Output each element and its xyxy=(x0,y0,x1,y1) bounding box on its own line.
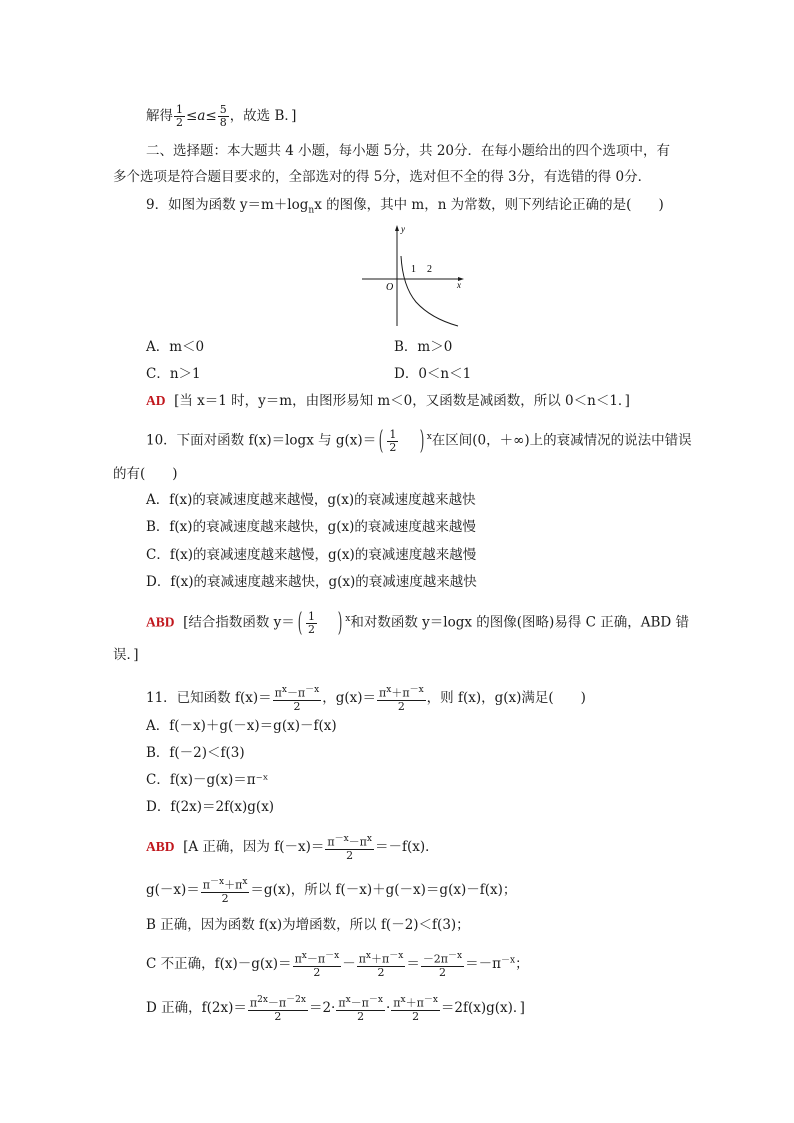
q9-stem-text-2: x 的图像，其中 m，n 为常数，则下列结论正确的是( ) xyxy=(314,197,664,213)
fraction-numerator: 1 xyxy=(307,609,315,623)
right-paren: ) xyxy=(419,426,424,456)
plus-pi: ＋π xyxy=(391,686,410,700)
fraction-half xyxy=(306,611,317,636)
fraction-numerator: $\pi^x+\pi^{-x}$ xyxy=(393,995,438,1010)
ans-fraction xyxy=(293,950,342,979)
origin-label: O xyxy=(386,282,394,293)
q10-stem-line2: 的有( ) xyxy=(113,466,178,482)
q9-answer xyxy=(146,392,630,410)
right-paren: ) xyxy=(337,608,343,638)
q9-answer-text: [当 x＝1 时，y＝m，由图形易知 m＜0，又函数是减函数，所以 0＜n＜1．] xyxy=(174,393,630,409)
ans-fraction xyxy=(325,833,374,862)
q10-option-d: D．f(x)的衰减速度越来越快，g(x)的衰减速度越来越快 xyxy=(146,574,477,590)
fraction-denominator: 2 xyxy=(377,965,385,979)
le-sign: ≤ xyxy=(205,108,217,124)
q9-option-c: C．n＞1 xyxy=(146,366,201,382)
q11-ans2-b: ＝g(x)，所以 f(－x)＋g(－x)＝g(x)－f(x)； xyxy=(250,881,517,898)
pi: π xyxy=(274,686,282,700)
q11-answer-line1 xyxy=(146,833,439,862)
fraction-numerator: $\pi^{-x}+\pi^x$ xyxy=(202,877,248,892)
q11-answer-line3: B 正确，因为函数 f(x)为增函数，所以 f(－2)＜f(3)； xyxy=(146,917,470,933)
fraction-numerator: 1 xyxy=(389,427,397,441)
q11-ans4-a: C 不正确，f(x)－g(x)＝ xyxy=(146,955,292,972)
x-axis-label: x xyxy=(457,280,461,290)
prev-prefix: 解得 xyxy=(146,108,173,124)
q10-stem-c: 在区间(0，＋∞)上的衰减情况的说法中错误 xyxy=(431,432,692,449)
le-sign: ≤ xyxy=(186,108,198,124)
f-definition-fraction xyxy=(273,684,322,713)
q11-ans5-end: ＝2f(x)g(x)．] xyxy=(440,999,525,1016)
tick-label-1: 1 xyxy=(411,264,416,275)
ans-fraction xyxy=(336,994,385,1023)
q10-answer-a: [结合指数函数 y＝ xyxy=(183,614,295,631)
prev-suffix: ，故选 B．] xyxy=(229,108,297,124)
exponent-x: x xyxy=(345,614,351,624)
fraction-denominator: 2 xyxy=(389,440,397,454)
q11-ans5-b: ＝2· xyxy=(308,999,336,1016)
q10-answer xyxy=(146,610,689,636)
q11-option-a: A．f(－x)＋g(－x)＝g(x)－f(x) xyxy=(146,718,337,734)
q11-ans4-b: ＝－π xyxy=(465,955,501,972)
prev-answer-line xyxy=(146,104,296,129)
q11-ans4-end: ； xyxy=(515,955,529,972)
fraction-denominator: 2 xyxy=(313,965,321,979)
fraction-numerator: $\pi^x-\pi^{-x}$ xyxy=(294,951,340,966)
section-instructions-1: 二、选择题：本大题共 4 小题，每小题 5分，共 20分．在每小题给出的四个选项中，有 xyxy=(146,143,671,159)
q10-stem-b: x 与 g(x)＝ xyxy=(306,432,377,449)
section-instructions-2: 多个选项是符合题目要求的，全部选对的得 5分，选对但不全的得 3分，有选错的得 0分． xyxy=(113,169,652,185)
q11-answer-line2 xyxy=(146,876,516,905)
fraction-numerator: $\pi^x-\pi^{-x}$ xyxy=(338,995,383,1010)
fraction-1-2 xyxy=(174,104,185,129)
fraction-half xyxy=(387,429,398,454)
left-paren: ( xyxy=(297,608,303,638)
fraction-numerator: $\pi^x+\pi^{-x}$ xyxy=(358,951,404,966)
exp: －x xyxy=(409,685,424,695)
log-base: n xyxy=(308,205,315,216)
q10-stem xyxy=(146,428,692,454)
var-a: a xyxy=(197,108,206,124)
q11-option-c: C．f(x)－g(x)＝π⁻ˣ xyxy=(146,772,269,788)
pi: π xyxy=(379,686,387,700)
fraction-denominator: 2 xyxy=(412,1009,420,1023)
fraction-denominator: 2 xyxy=(357,1009,365,1023)
fraction-5-8 xyxy=(218,104,229,129)
q11-answer-line4: C 不正确，f(x)－g(x)＝ $\frac{\pi^x-\pi^{-x}}{2}$ － $\frac{\pi^x+\pi^{-x}}{2}$ ＝ $\frac{-2\pi^{-x}}{2}$ $=-\pi^{-x}$； xyxy=(146,951,529,979)
q10-answer-b: 和对数函数 y＝log xyxy=(350,614,465,631)
exp: －x xyxy=(501,955,516,966)
q10-option-c: C．f(x)的衰减速度越来越慢，g(x)的衰减速度越来越慢 xyxy=(146,547,477,563)
q11-ans5-a: D 正确，f(2x)＝ xyxy=(146,999,247,1016)
ans-fraction xyxy=(248,994,308,1023)
q11-answer-line5: D 正确，f(2x)＝ $\frac{\pi^{2x}-\pi^{-2x}}{2}$ ＝2· $\frac{\pi^x-\pi^{-x}}{2}$ · $\frac{\pi^x+\pi^{-x}}{2}$ ＝2f(x)g(x)．] xyxy=(146,995,525,1023)
q11-ans1-b: ＝－f(x)． xyxy=(374,838,439,855)
q11-option-b: B．f(－2)＜f(3) xyxy=(146,745,245,761)
q9-option-b: B．m＞0 xyxy=(394,339,453,355)
exponent-x: x xyxy=(426,432,432,442)
q9-answer-tag: AD xyxy=(146,393,166,408)
q10-answer-line2: 误．] xyxy=(113,647,139,663)
g-definition-fraction xyxy=(377,684,426,713)
q10-option-a: A．f(x)的衰减速度越来越慢，g(x)的衰减速度越来越快 xyxy=(146,492,476,508)
fraction-denominator: 8 xyxy=(219,116,227,129)
fraction-numerator: $\pi^{-x}-\pi^x$ xyxy=(327,834,372,849)
fraction-denominator: 2 xyxy=(307,622,315,636)
q10-answer-c: x 的图像(图略)易得 C 正确，ABD 错 xyxy=(464,614,690,631)
q9-option-a: A．m＜0 xyxy=(146,339,205,355)
fraction-numerator xyxy=(377,684,426,701)
fraction-denominator: 2 xyxy=(176,116,183,129)
q11-ans1-a: [A 正确，因为 f(－x)＝ xyxy=(183,838,325,855)
q11-ans2-a: g(－x)＝ xyxy=(146,881,200,898)
fraction-denominator: 2 xyxy=(438,965,446,979)
minus-pi: －π xyxy=(286,686,306,700)
q10-stem-a: 10．下面对函数 f(x)＝log xyxy=(146,432,307,449)
exp: x xyxy=(281,685,287,695)
fraction-numerator: $-2\pi^{-x}$ xyxy=(422,951,463,966)
fraction-numerator: 5 xyxy=(219,103,227,116)
fraction-numerator: 1 xyxy=(176,103,183,116)
ans-fraction xyxy=(421,950,464,979)
q11-stem-b: ，g(x)＝ xyxy=(322,689,377,706)
fraction-denominator: 2 xyxy=(397,699,405,713)
q9-stem xyxy=(146,196,664,220)
fraction-denominator: 2 xyxy=(221,891,229,905)
fraction-denominator: 2 xyxy=(274,1009,282,1023)
tick-label-2: 2 xyxy=(427,264,432,275)
exp: －x xyxy=(305,685,320,695)
q11-stem-a: 11．已知函数 f(x)＝ xyxy=(146,689,272,706)
q9-function-graph xyxy=(360,222,470,330)
fraction-denominator: 2 xyxy=(293,699,301,713)
ans-fraction xyxy=(201,876,250,905)
q11-answer-tag: ABD xyxy=(146,838,175,854)
fraction-numerator xyxy=(273,684,322,701)
q10-option-b: B．f(x)的衰减速度越来越快，g(x)的衰减速度越来越慢 xyxy=(146,519,476,535)
fraction-denominator: 2 xyxy=(346,848,354,862)
q11-stem-c: ，则 f(x)，g(x)满足( ) xyxy=(426,689,586,706)
fraction-numerator: $\pi^{2x}-\pi^{-2x}$ xyxy=(249,995,306,1010)
y-axis-arrow xyxy=(395,225,399,231)
left-paren: ( xyxy=(378,426,384,456)
ans-fraction xyxy=(357,950,406,979)
q11-stem xyxy=(146,684,586,713)
q9-stem-text: 9．如图为函数 y＝m＋log xyxy=(146,197,309,213)
q9-option-d: D．0＜n＜1 xyxy=(394,366,472,382)
ans-fraction xyxy=(391,994,440,1023)
y-axis-label: y xyxy=(401,224,405,234)
exp: x xyxy=(386,685,392,695)
q10-answer-tag: ABD xyxy=(146,614,175,630)
q11-option-d: D．f(2x)＝2f(x)g(x) xyxy=(146,799,275,815)
